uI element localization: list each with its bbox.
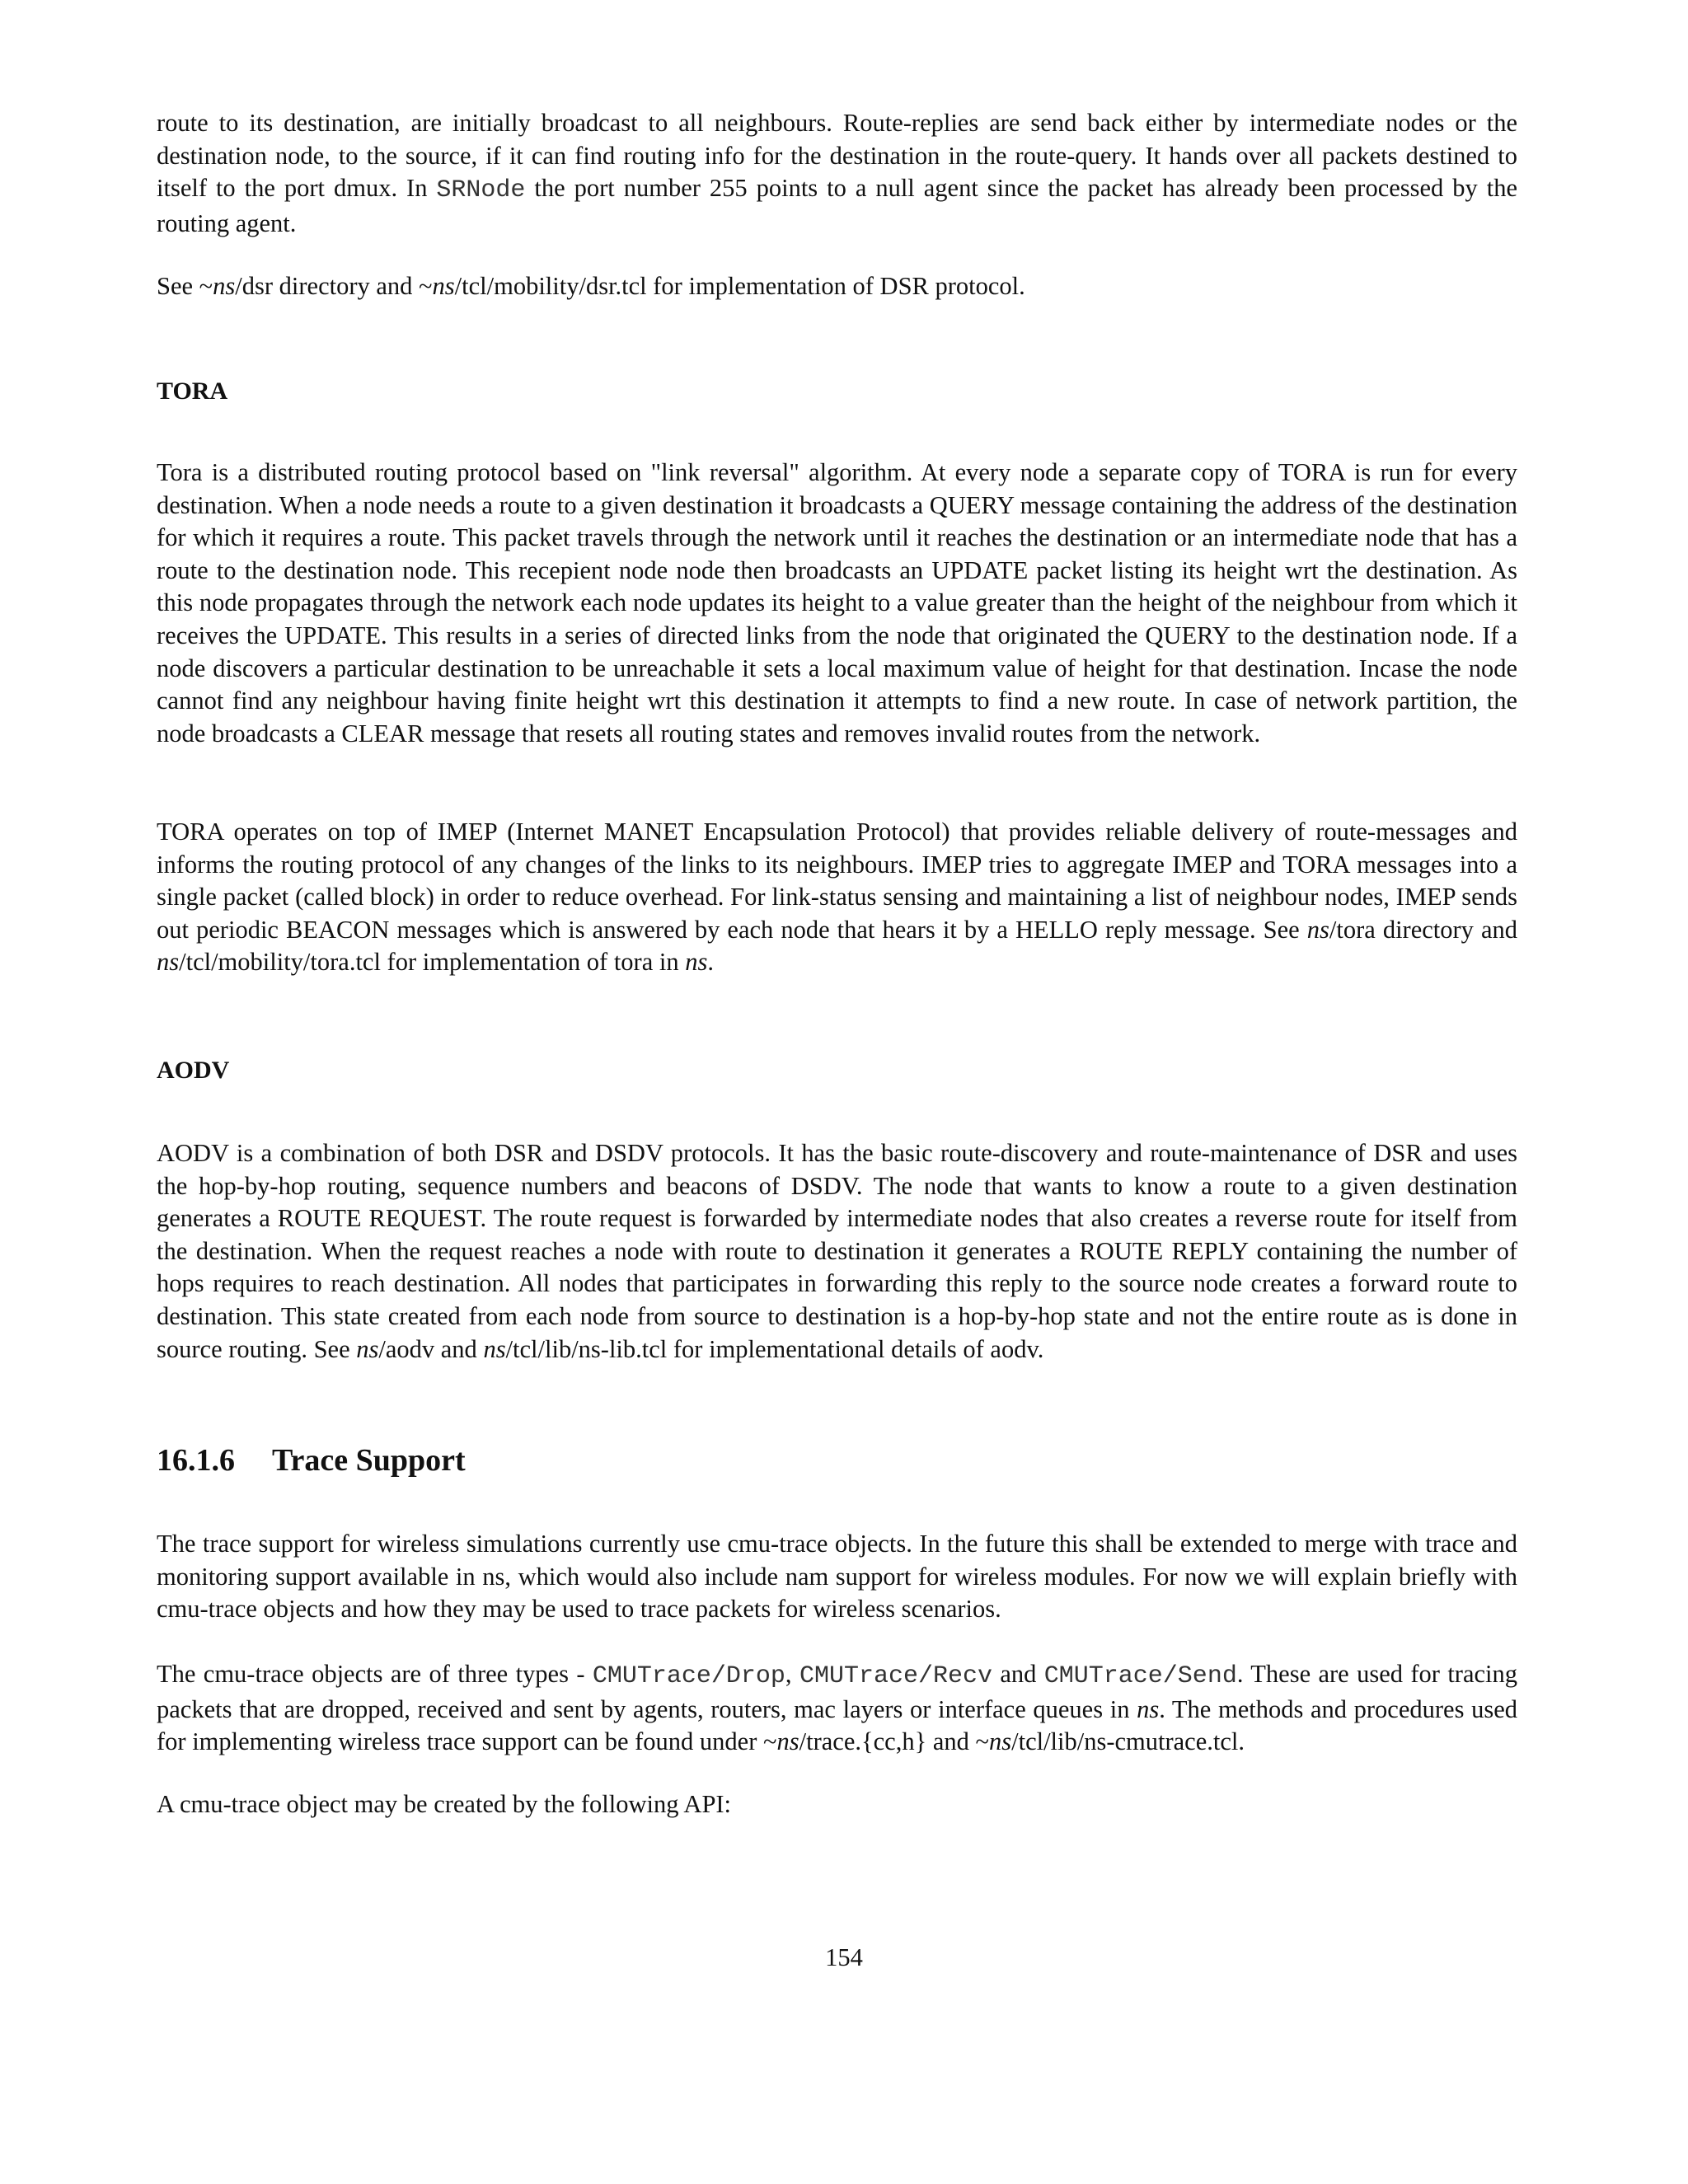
aodv-heading: AODV: [157, 1057, 230, 1084]
page-number: 154: [825, 1943, 863, 1971]
code-cmutrace-drop: CMUTrace/Drop: [592, 1662, 785, 1690]
trace-paragraph-1: The trace support for wireless simulations currently use cmu-trace objects. In the future this shall be extended to merge with trace and monitoring support available in ns, which would also include nam support for wireless modules. For now we will explain briefly with cmu-trace objects and how they may be used to trace packets for wireless scenarios.: [157, 1530, 1517, 1624]
code-srnode: SRNode: [436, 176, 526, 205]
section-title: Trace Support: [272, 1443, 466, 1478]
code-cmutrace-send: CMUTrace/Send: [1043, 1662, 1237, 1690]
code-cmutrace-recv: CMUTrace/Recv: [799, 1662, 992, 1690]
tora-heading: TORA: [157, 377, 228, 405]
trace-paragraph-2: The cmu-trace objects are of three types - CMUTrace/Drop, CMUTrace/Recv and CMUTrace/Send. These are used for tracing packets that are dropped, received and sent by agents, routers, mac layers or interface queues in ns. The methods and procedures used for implementing wireless trace support can be found under ~ns/trace.{cc,h} and ~ns/tcl/lib/ns-cmutrace.tcl.: [157, 1660, 1517, 1756]
tora-paragraph-1: Tora is a distributed routing protocol based on "link reversal" algorithm. At every node a separate copy of TORA is run for every destination. When a node needs a route to a given destination it broadcasts a QUERY message containing the address of the destination for which it requires a route. This packet travels through the network until it reaches the destination or an intermediate node that has a route to the destination node. This recepient node node then broadcasts an UPDATE packet listing its height wrt the destination. As this node propagates through the network each node updates its height to a value greater than the height of the neighbour from which it receives the UPDATE. This results in a series of directed links from the node that originated the QUERY to the destination node. If a node discovers a particular destination to be unreachable it sets a local maximum value of height for that destination. Incase the node cannot find any neighbour having finite height wrt this destination it attempts to find a new route. In case of network partition, the node broadcasts a CLEAR message that resets all routing states and removes invalid routes from the network.: [157, 458, 1517, 748]
trace-paragraph-3: A cmu-trace object may be created by the following API:: [157, 1790, 732, 1818]
dsr-paragraph-1: route to its destination, are initially broadcast to all neighbours. Route-replies are send back either by intermediate nodes or the destination node, to the source, if it can find routing info for the destination in the route-query. It hands over all packets destined to itself to the port dmux. In SRNode the port number 255 points to a null agent since the packet has already been processed by the routing agent.: [157, 109, 1517, 237]
tora-paragraph-2: TORA operates on top of IMEP (Internet MANET Encapsulation Protocol) that provides reliable delivery of route-messages and informs the routing protocol of any changes of the links to its neighbours. IMEP tries to aggregate IMEP and TORA messages into a single packet (called block) in order to reduce overhead. For link-status sensing and maintaining a list of neighbour nodes, IMEP sends out periodic BEACON messages which is answered by each node that hears it by a HELLO reply message. See ns/tora directory and ns/tcl/mobility/tora.tcl for implementation of tora in ns.: [157, 818, 1518, 977]
section-heading-trace-support: [157, 1442, 466, 1479]
dsr-paragraph-2: See ~ns/dsr directory and ~ns/tcl/mobility/dsr.tcl for implementation of DSR protocol.: [157, 272, 1025, 300]
section-number: 16.1.6: [157, 1443, 235, 1478]
aodv-paragraph-1: AODV is a combination of both DSR and DSDV protocols. It has the basic route-discovery and route-maintenance of DSR and uses the hop-by-hop routing, sequence numbers and beacons of DSDV. The node that wants to know a route to a given destination generates a ROUTE REQUEST. The route request is forwarded by intermediate nodes that also creates a reverse route for itself from the destination. When the request reaches a node with route to destination it generates a ROUTE REPLY containing the number of hops requires to reach destination. All nodes that participates in forwarding this reply to the source node creates a forward route to destination. This state created from each node from source to destination is a hop-by-hop state and not the entire route as is done in source routing. See ns/aodv and ns/tcl/lib/ns-lib.tcl for implementational details of aodv.: [157, 1139, 1517, 1363]
